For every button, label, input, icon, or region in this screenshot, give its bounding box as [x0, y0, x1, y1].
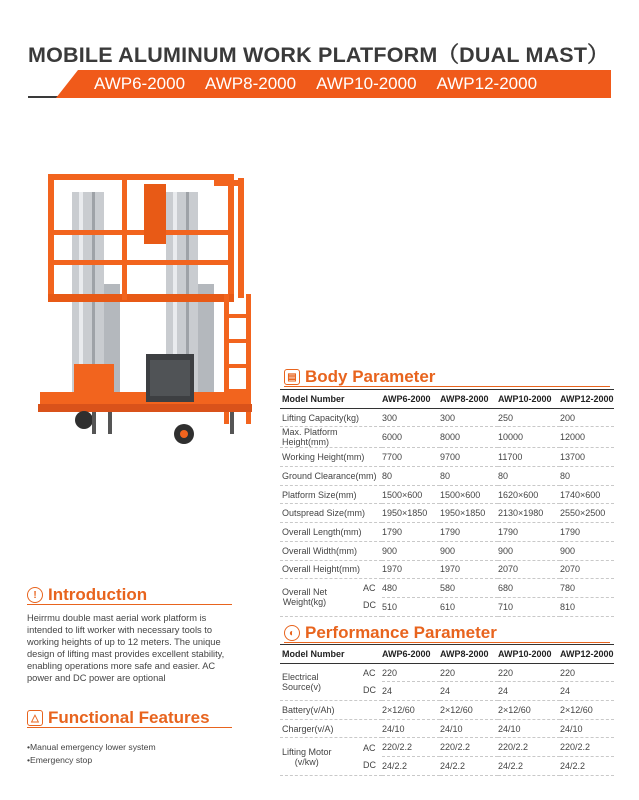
model-label: AWP8-2000 — [205, 74, 297, 93]
functional-features-heading: △ Functional Features — [27, 708, 210, 728]
table-row — [280, 523, 614, 542]
table-cell: 250 — [498, 408, 560, 427]
table-cell: 220 — [440, 663, 498, 682]
table-cell: 2×12/60 — [498, 701, 560, 720]
table-row — [280, 448, 614, 467]
table-cell: 24/2.2 — [560, 757, 614, 776]
table-cell: 1620×600 — [498, 485, 560, 504]
row-label-line: Electrical — [282, 671, 319, 682]
table-cell: 1790 — [498, 523, 560, 542]
table-cell: 80 — [498, 467, 560, 486]
row-label: Platform Size(mm) — [280, 485, 382, 504]
table-cell: 10000 — [498, 427, 560, 448]
table-row — [280, 579, 614, 598]
header-cell: AWP10-2000 — [498, 390, 560, 409]
table-row — [280, 663, 614, 682]
table-cell: 24 — [498, 682, 560, 701]
ac-label: AC — [363, 583, 376, 594]
table-cell: 200 — [560, 408, 614, 427]
header-cell: AWP12-2000 — [560, 390, 614, 409]
table-cell: 24/10 — [382, 719, 440, 738]
row-label-line: Source(v) — [282, 681, 322, 692]
table-cell: 1950×1850 — [382, 504, 440, 523]
table-cell: 1950×1850 — [440, 504, 498, 523]
table-cell: 2070 — [498, 560, 560, 579]
row-label: Ground Clearance(mm) — [280, 467, 382, 486]
table-cell: 8000 — [440, 427, 498, 448]
row-label: Battery(v/Ah) — [280, 701, 382, 720]
table-cell: 24 — [440, 682, 498, 701]
table-row — [280, 504, 614, 523]
table-cell: 12000 — [560, 427, 614, 448]
model-label: AWP10-2000 — [316, 74, 417, 93]
table-cell: 1790 — [382, 523, 440, 542]
table-header-row — [280, 390, 614, 409]
table-row — [280, 701, 614, 720]
table-cell: 1970 — [382, 560, 440, 579]
header-cell: AWP8-2000 — [440, 645, 498, 664]
row-label: Overall Height(mm) — [280, 560, 382, 579]
table-row — [280, 560, 614, 579]
row-label-line: Overall Net — [282, 587, 328, 598]
table-cell: 900 — [440, 541, 498, 560]
table-cell: 24 — [382, 682, 440, 701]
table-cell: 1740×600 — [560, 485, 614, 504]
document-icon: ▤ — [284, 369, 300, 385]
table-cell: 2×12/60 — [440, 701, 498, 720]
row-label: Lifting Capacity(kg) — [280, 408, 382, 427]
table-cell: 1500×600 — [440, 485, 498, 504]
table-cell: 780 — [560, 579, 614, 598]
table-cell: 80 — [440, 467, 498, 486]
table-cell: 900 — [498, 541, 560, 560]
table-cell: 220 — [560, 663, 614, 682]
dc-label: DC — [363, 600, 376, 611]
table-cell: 220/2.2 — [498, 738, 560, 757]
table-row — [280, 427, 614, 448]
table-cell: 24 — [560, 682, 614, 701]
row-label — [280, 738, 382, 775]
table-cell: 24/10 — [498, 719, 560, 738]
heading-underline — [27, 727, 232, 728]
body-parameter-heading: ▤ Body Parameter — [284, 367, 435, 387]
row-label: Outspread Size(mm) — [280, 504, 382, 523]
row-label: Working Height(mm) — [280, 448, 382, 467]
heading-underline — [284, 642, 610, 643]
table-cell: 2×12/60 — [382, 701, 440, 720]
list-item: •Manual emergency lower system — [27, 742, 156, 752]
table-cell: 80 — [382, 467, 440, 486]
table-cell: 24/2.2 — [498, 757, 560, 776]
table-cell: 13700 — [560, 448, 614, 467]
model-list — [94, 74, 537, 94]
table-cell: 220 — [498, 663, 560, 682]
table-cell: 2130×1980 — [498, 504, 560, 523]
table-cell: 900 — [560, 541, 614, 560]
heading-underline — [284, 386, 610, 387]
table-cell: 220/2.2 — [440, 738, 498, 757]
table-row — [280, 485, 614, 504]
page-title: MOBILE ALUMINUM WORK PLATFORM（DUAL MAST） — [28, 43, 609, 67]
dc-label: DC — [363, 759, 376, 770]
header-cell: AWP6-2000 — [382, 390, 440, 409]
ac-label: AC — [363, 667, 376, 678]
table-cell: 24/2.2 — [382, 757, 440, 776]
table-row — [280, 719, 614, 738]
cube-icon: △ — [27, 710, 43, 726]
header-cell: AWP10-2000 — [498, 645, 560, 664]
table-cell: 9700 — [440, 448, 498, 467]
table-row — [280, 541, 614, 560]
row-label — [280, 663, 382, 700]
table-cell: 220/2.2 — [560, 738, 614, 757]
info-icon: ! — [27, 587, 43, 603]
table-cell: 900 — [382, 541, 440, 560]
table-row — [280, 467, 614, 486]
table-cell: 11700 — [498, 448, 560, 467]
row-label: Overall Width(mm) — [280, 541, 382, 560]
row-label: Max. Platform Height(mm) — [280, 427, 382, 448]
performance-parameter-table — [280, 644, 614, 776]
table-row — [280, 738, 614, 757]
table-cell: 2550×2500 — [560, 504, 614, 523]
header-cell: AWP12-2000 — [560, 645, 614, 664]
table-cell: 1790 — [440, 523, 498, 542]
table-cell: 510 — [382, 597, 440, 616]
table-cell: 710 — [498, 597, 560, 616]
performance-parameter-heading: ◐ Performance Parameter — [284, 623, 497, 643]
body-parameter-table — [280, 389, 614, 617]
row-label — [280, 579, 382, 616]
table-cell: 7700 — [382, 448, 440, 467]
heading-underline — [27, 604, 232, 605]
work-platform-image — [34, 164, 274, 454]
table-cell: 300 — [382, 408, 440, 427]
header-cell: Model Number — [280, 645, 382, 664]
table-cell: 1500×600 — [382, 485, 440, 504]
table-row — [280, 408, 614, 427]
table-cell: 610 — [440, 597, 498, 616]
table-cell: 24/10 — [560, 719, 614, 738]
row-label-line: Lifting Motor — [282, 746, 332, 757]
table-cell: 810 — [560, 597, 614, 616]
model-label: AWP12-2000 — [436, 74, 538, 93]
table-cell: 6000 — [382, 427, 440, 448]
table-cell: 480 — [382, 579, 440, 598]
table-header-row — [280, 645, 614, 664]
features-list — [27, 741, 156, 767]
row-label: Charger(v/A) — [280, 719, 382, 738]
row-label-line: (v/kw) — [294, 756, 319, 767]
table-cell: 580 — [440, 579, 498, 598]
table-cell: 24/2.2 — [440, 757, 498, 776]
table-cell: 24/10 — [440, 719, 498, 738]
header-cell: AWP6-2000 — [382, 645, 440, 664]
row-label-line: Weight(kg) — [282, 597, 327, 608]
table-cell: 1970 — [440, 560, 498, 579]
list-item: •Emergency stop — [27, 755, 93, 765]
table-cell: 680 — [498, 579, 560, 598]
introduction-text: Heirrmu double mast aerial work platform is intended to lift worker with necessary tools to working heights of up to 12 meters. The unique design of lifting mast provides excellent stability, enabling operations more safe and easier. AC power and DC power are optional — [27, 613, 225, 684]
ac-label: AC — [363, 742, 376, 753]
table-cell: 220/2.2 — [382, 738, 440, 757]
table-cell: 1790 — [560, 523, 614, 542]
gauge-icon: ◐ — [284, 625, 300, 641]
introduction-heading: ! Introduction — [27, 585, 147, 605]
table-cell: 80 — [560, 467, 614, 486]
table-cell: 220 — [382, 663, 440, 682]
table-cell: 2×12/60 — [560, 701, 614, 720]
table-cell: 300 — [440, 408, 498, 427]
model-label: AWP6-2000 — [94, 74, 186, 93]
row-label: Overall Length(mm) — [280, 523, 382, 542]
dc-label: DC — [363, 684, 376, 695]
table-cell: 2070 — [560, 560, 614, 579]
header-cell: Model Number — [280, 390, 382, 409]
header-cell: AWP8-2000 — [440, 390, 498, 409]
